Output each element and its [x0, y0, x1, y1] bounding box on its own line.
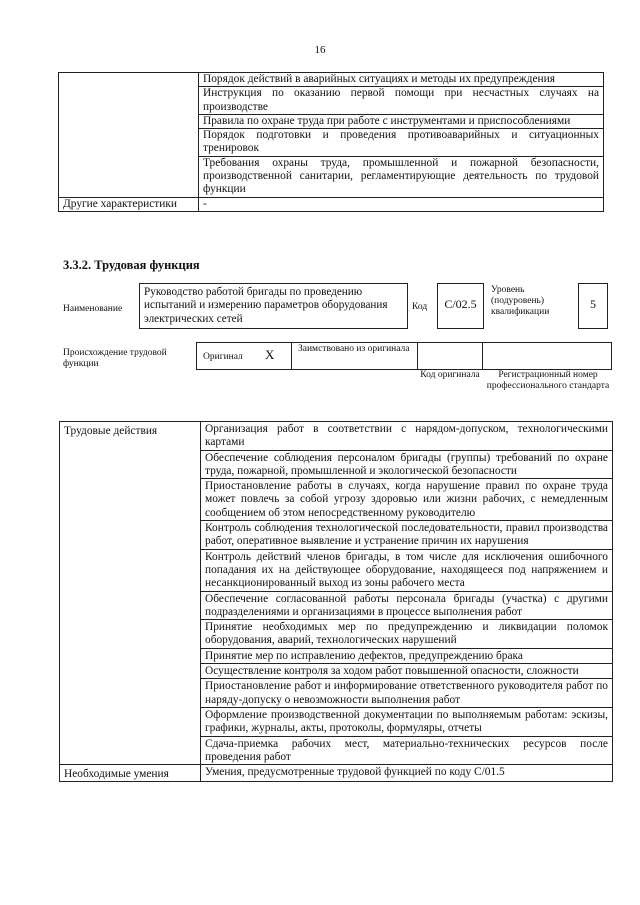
code-original-caption: Код оригинала [420, 370, 480, 380]
original-cell [196, 342, 292, 370]
page-number: 16 [314, 44, 326, 56]
labor-actions-table [59, 421, 613, 782]
qualification-level-box: 5 [578, 283, 608, 329]
code-original-cell [417, 342, 483, 370]
labor-action-item: Осуществление контроля за ходом работ повышенной опасности, сложности [201, 664, 613, 679]
labor-action-item: Контроль соблюдения технологической последовательности, правил производства работ, оперативное выявление и устранение причин их нарушения [201, 521, 613, 550]
knowledge-item: Правила по охране труда при работе с инструментами и приспособлениями [199, 114, 604, 128]
labor-action-item: Оформление производственной документации по выполняемым работам: эскизы, графики, журналы, акты, протоколы, формуляры, отчеты [201, 707, 613, 736]
table-row [60, 765, 613, 782]
empty-label-cell [59, 73, 199, 198]
code-box: C/02.5 [437, 283, 484, 329]
reg-number-caption: Регистрационный номер профессионального стандарта [486, 370, 610, 391]
labor-actions-label: Трудовые действия [60, 422, 201, 765]
knowledge-table [58, 72, 604, 212]
labor-action-item: Организация работ в соответствии с нарядом-допуском, технологическими картами [201, 422, 613, 451]
required-skills-label: Необходимые умения [60, 765, 201, 782]
labor-action-item: Приостановление работы в случаях, когда нарушение правил по охране труда может повлечь за собой угрозу здоровью или жизни рабочих, с немедленным сообщением об этом непосредственному руководителю [201, 479, 613, 521]
original-mark: X [265, 347, 275, 362]
other-characteristics-label: Другие характеристики [59, 197, 199, 211]
name-label: Наименование [63, 304, 123, 314]
knowledge-item: Требования охраны труда, промышленной и пожарной безопасности, производственной санитарии, регламентирующие деятельность по трудовой функции [199, 156, 604, 197]
code-label: Код [412, 302, 428, 312]
reg-number-cell [482, 342, 612, 370]
table-row [59, 73, 604, 87]
required-skill-item: Умения, предусмотренные трудовой функцией по коду C/01.5 [201, 765, 613, 782]
labor-action-item: Сдача-приемка рабочих мест, материально-технических ресурсов после проведения работ [201, 736, 613, 765]
labor-action-item: Принятие мер по исправлению дефектов, предупреждению брака [201, 648, 613, 663]
table-row [60, 422, 613, 451]
section-title: 3.3.2. Трудовая функция [63, 258, 200, 272]
knowledge-item: Порядок подготовки и проведения противоаварийных и ситуационных тренировок [199, 129, 604, 157]
origin-label: Происхождение трудовой функции [63, 348, 167, 369]
labor-action-item: Приостановление работ и информирование ответственного руководителя работ по наряду-допуску о невозможности выполнения работ [201, 679, 613, 708]
labor-action-item: Обеспечение согласованной работы персонала бригады (участка) с другими подразделениями и организациями в процессе выполнения работ [201, 591, 613, 620]
knowledge-item: Инструкция по оказанию первой помощи при несчастных случаях на производстве [199, 87, 604, 115]
qualification-level-label: Уровень (подуровень) квалификации [491, 285, 550, 317]
table-row [59, 197, 604, 211]
function-name-box: Руководство работой бригады по проведению испытаний и измерению параметров оборудования электрических сетей [139, 283, 408, 329]
borrowed-cell: Заимствовано из оригинала [291, 342, 418, 370]
original-label: Оригинал [203, 352, 243, 362]
labor-action-item: Обеспечение соблюдения персоналом бригады (группы) требований по охране труда, пожарной, промышленной и экологической безопасности [201, 450, 613, 479]
labor-action-item: Контроль действий членов бригады, в том числе для исключения ошибочного попадания их на действующее оборудование, находящееся под напряжением и несанкционированный выход из зоны рабочего места [201, 549, 613, 591]
labor-action-item: Принятие необходимых мер по предупреждению и ликвидации поломок оборудования, аварий, технологических нарушений [201, 620, 613, 649]
other-characteristics-value: - [199, 197, 604, 211]
knowledge-item: Порядок действий в аварийных ситуациях и методы их предупреждения [199, 73, 604, 87]
